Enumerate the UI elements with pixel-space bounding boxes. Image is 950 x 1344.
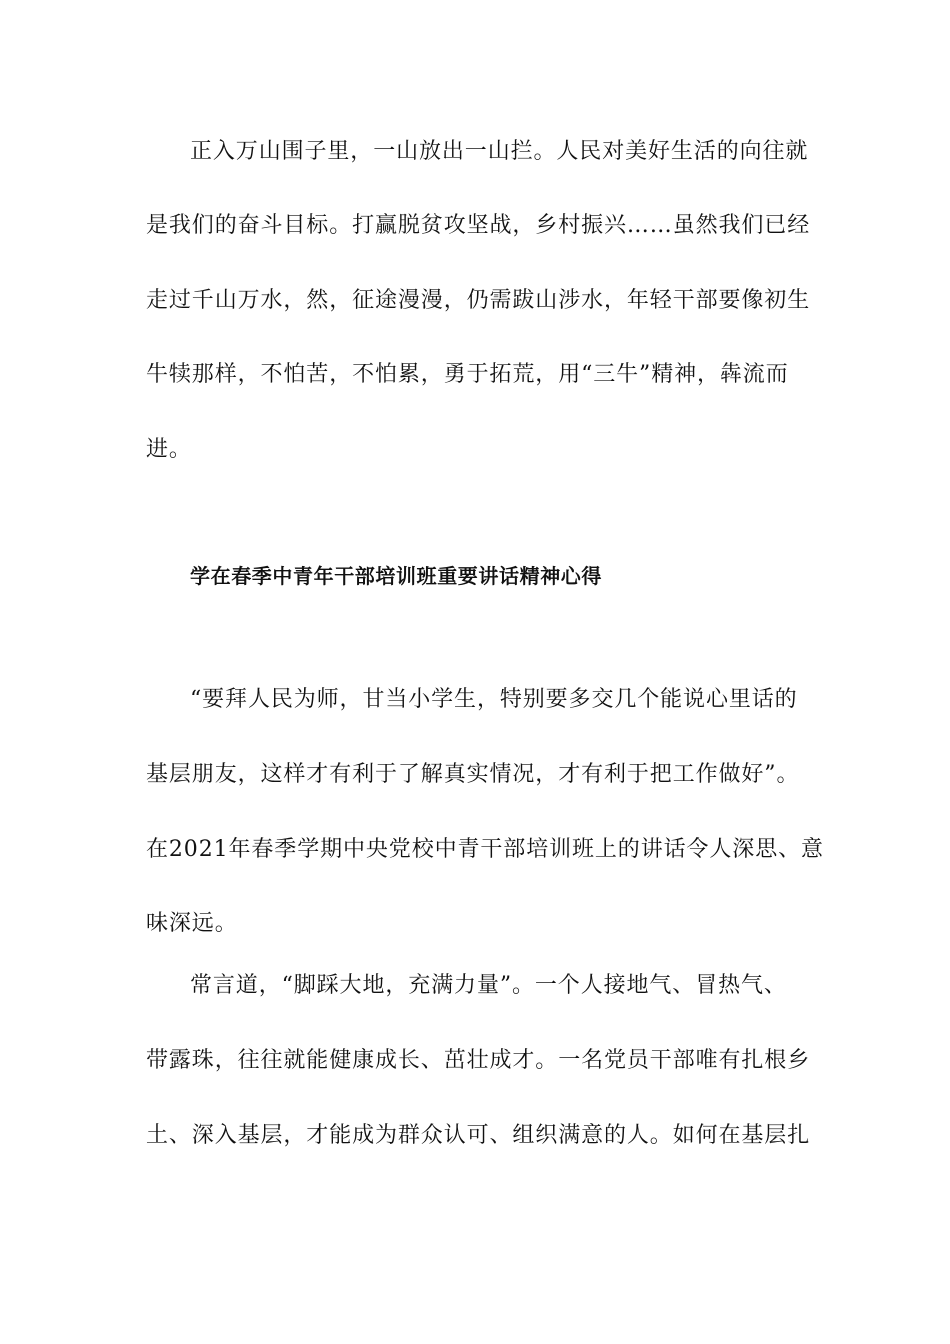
paragraph-line: 走过千山万水，然，征途漫漫，仍需跋山涉水，年轻干部要像初生 [146,288,811,313]
paragraph-line: 是我们的奋斗目标。打赢脱贫攻坚战，乡村振兴……虽然我们已经 [146,213,811,238]
section-heading: 学在春季中青年干部培训班重要讲话精神心得 [190,564,602,588]
paragraph-line: 土、深入基层，才能成为群众认可、组织满意的人。如何在基层扎 [146,1123,811,1148]
paragraph-line: 牛犊那样，不怕苦，不怕累，勇于拓荒，用“三牛”精神，犇流而 [146,362,789,387]
paragraph-line: 进。 [146,437,192,462]
paragraph-line: 常言道，“脚踩大地，充满力量”。一个人接地气、冒热气、 [190,973,787,998]
paragraph-line: 正入万山围子里，一山放出一山拦。人民对美好生活的向往就 [190,139,809,164]
paragraph-line: 基层朋友，这样才有利于了解真实情况，才有利于把工作做好”。 [146,762,800,787]
paragraph-line: 带露珠，往往就能健康成长、茁壮成才。一名党员干部唯有扎根乡 [146,1048,811,1073]
paragraph-line: 在2021年春季学期中央党校中青干部培训班上的讲话令人深思、意 [146,837,824,862]
paragraph-line: 味深远。 [146,911,238,936]
paragraph-line: “要拜人民为师，甘当小学生，特别要多交几个能说心里话的 [190,687,798,712]
